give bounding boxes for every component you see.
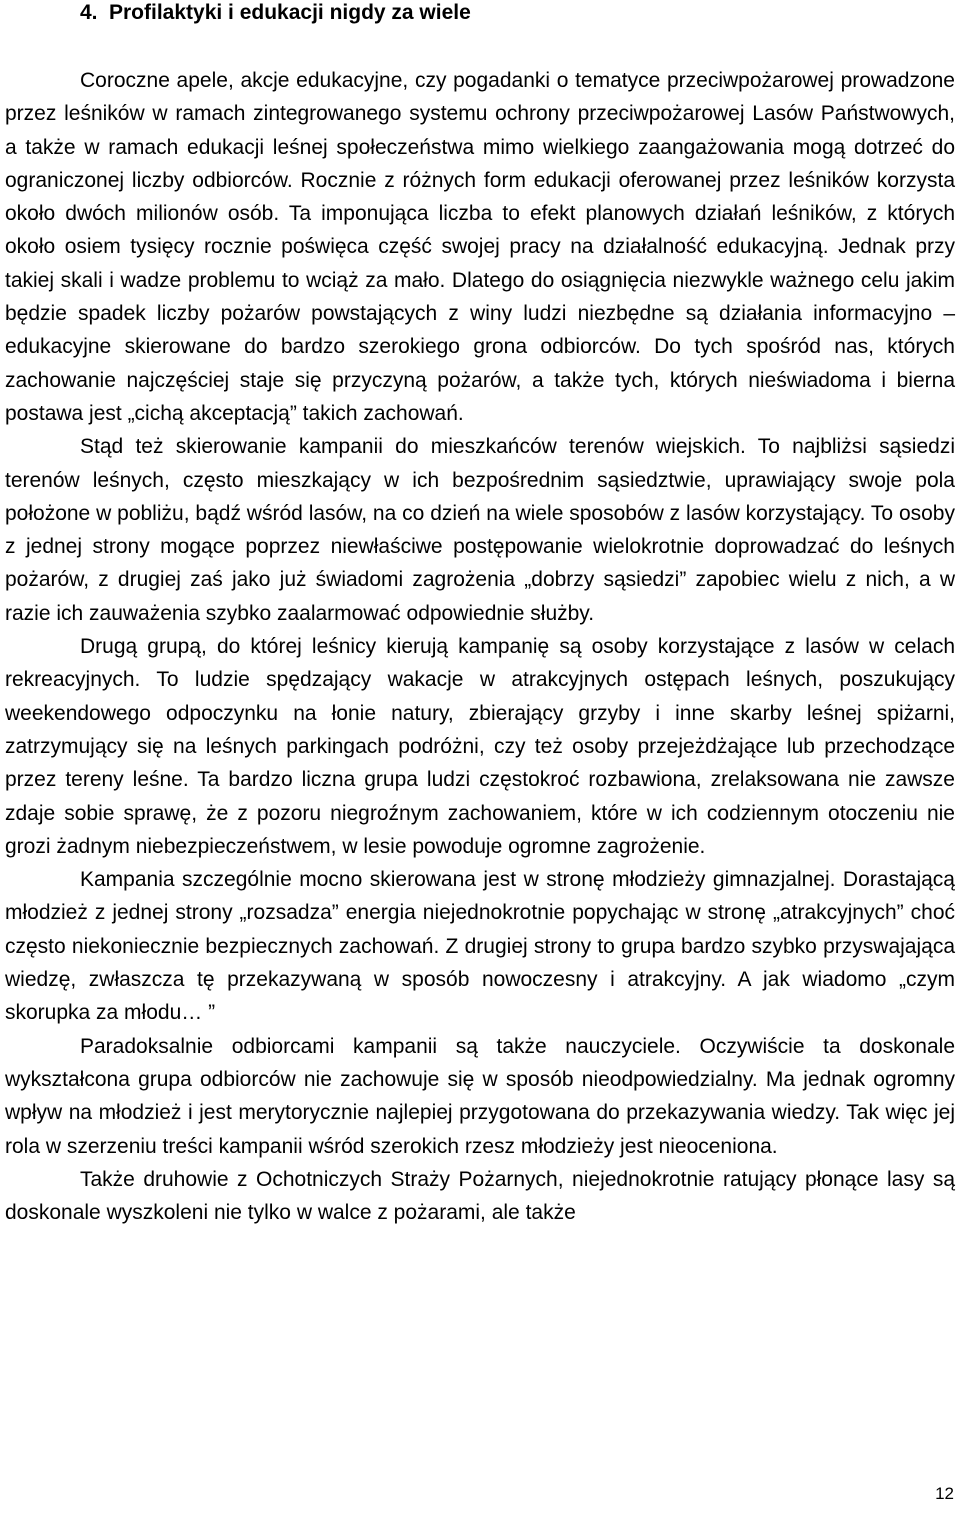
paragraph: Kampania szczególnie mocno skierowana jest w stronę młodzieży gimnazjalnej. Dorastającą młodzież z jednej strony „rozsadza” energia niejednokrotnie popychając w stronę „atrakcyjnych” choć często niekoniecznie bezpiecznych zachowań. Z drugiej strony to grupa bardzo szybko przyswajająca wiedzę, zwłaszcza tę przekazywaną w sposób nowoczesny i atrakcyjny. A jak wiadomo „czym skorupka za młodu… ” bbox=[5, 868, 955, 1025]
paragraph: Coroczne apele, akcje edukacyjne, czy pogadanki o tematyce przeciwpożarowej prowadzone przez leśników w ramach zintegrowanego systemu ochrony przeciwpożarowej Lasów Państwowych, a także w ramach edukacji leśnej społeczeństwa mimo wielkiego zaangażowania mogą dotrzeć do ograniczonej liczby odbiorców. Rocznie z różnych form edukacji oferowanej przez leśników korzysta około dwóch milionów osób. Ta imponująca liczba to efekt planowych działań leśników, z których około osiem tysięcy rocznie poświęca część swojej pracy na działalność edukacyjną. Jednak przy takiej skali i wadze problemu to wciąż za mało. Dlatego do osiągnięcia niezwykle ważnego celu jakim będzie spadek liczby pożarów powstających z winy ludzi niezbędne są działania informacyjno – edukacyjne skierowane do bardzo szerokiego grona odbiorców. Do tych spośród nas, których zachowanie najczęściej staje się przyczyną pożarów, a także tych, których nieświadoma i bierna postawa jest „cichą akceptacją” takich zachowań. bbox=[5, 69, 955, 425]
section-title: Profilaktyki i edukacji nigdy za wiele bbox=[109, 1, 471, 24]
paragraph: Także druhowie z Ochotniczych Straży Pożarnych, niejednokrotnie ratujący płonące lasy są doskonale wyszkoleni nie tylko w walce z pożarami, ale także bbox=[5, 1167, 955, 1225]
paragraph: Stąd też skierowanie kampanii do mieszkańców terenów wiejskich. To najbliżsi sąsiedzi terenów leśnych, często mieszkający w ich bezpośrednim sąsiedztwie, uprawiający swoje pola położone w pobliżu, bądź wśród lasów, na co dzień na wiele sposobów z lasów korzystający. To osoby z jednej strony mogące poprzez niewłaściwe postępowanie wielokrotnie doprowadzać do leśnych pożarów, z drugiej zaś jako już świadomi zagrożenia „dobrzy sąsiedzi” zapobiec wielu z nich, a w razie ich zauważenia szybko zaalarmować odpowiednie służby. bbox=[5, 435, 955, 625]
paragraph: Drugą grupą, do której leśnicy kierują kampanię są osoby korzystające z lasów w celach rekreacyjnych. To ludzie spędzający wakacje w atrakcyjnych ostępach leśnych, poszukujący weekendowego odpoczynku na łonie natury, zbierający grzyby i inne skarby leśnej spiżarni, zatrzymujący się na leśnych parkingach podróżni, czy też osoby przejeżdżające lub przechodzące przez tereny leśne. Ta bardzo liczna grupa ludzi częstokroć rozbawiona, zrelaksowana nie zawsze zdaje sobie sprawę, że z pozoru niegroźnym zachowaniem, które w ich codziennym otoczeniu nie grozi żadnym niebezpieczeństwem, w lesie powoduje ogromne zagrożenie. bbox=[5, 635, 955, 858]
section-number: 4. bbox=[80, 1, 98, 24]
page-number: 12 bbox=[935, 1484, 954, 1503]
paragraph: Paradoksalnie odbiorcami kampanii są także nauczyciele. Oczywiście ta doskonale wykształcona grupa odbiorców nie zachowuje się w sposób nieodpowiedzialny. Ma jednak ogromny wpływ na młodzież i jest merytorycznie najlepiej przygotowana do przekazywania wiedzy. Tak więc jej rola w szerzeniu treści kampanii wśród szerokich rzesz młodzieży jest nieoceniona. bbox=[5, 1034, 955, 1158]
section-heading bbox=[5, 0, 955, 25]
body-text bbox=[5, 64, 955, 1229]
document-page bbox=[5, 0, 955, 1229]
